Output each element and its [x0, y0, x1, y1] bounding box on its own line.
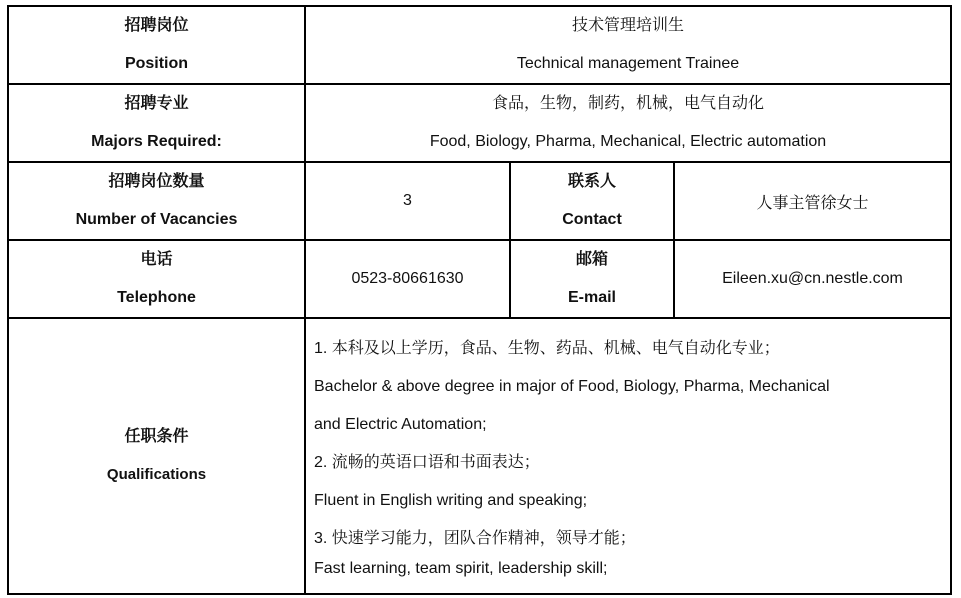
telephone-label-cell [8, 240, 305, 318]
majors-value-cell [305, 84, 951, 162]
telephone-label-cn: 电话 [140, 251, 173, 268]
contact-label-en: Contact [562, 211, 622, 228]
contact-label-cn: 联系人 [567, 173, 616, 190]
qualifications-label-cell [8, 318, 305, 594]
qualifications-list [305, 318, 951, 594]
qualifications-label-cn: 任职条件 [124, 428, 189, 445]
qualification-line: 2. 流畅的英语口语和书面表达； [314, 454, 540, 471]
job-posting-table [7, 5, 952, 595]
vacancies-value: 3 [305, 162, 510, 240]
email-value: Eileen.xu@cn.nestle.com [674, 240, 951, 318]
qualification-line: Fast learning, team spirit, leadership skill; [314, 560, 608, 577]
email-label-en: E-mail [567, 289, 616, 306]
email-label-cell [510, 240, 674, 318]
contact-label-cell [510, 162, 674, 240]
majors-value-cn: 食品，生物，制药，机械，电气自动化 [492, 95, 765, 112]
vacancies-label-cell [8, 162, 305, 240]
position-value-cell [305, 6, 951, 84]
contact-value: 人事主管徐女士 [674, 162, 951, 240]
vacancies-label-en: Number of Vacancies [75, 211, 238, 228]
telephone-label-en: Telephone [117, 289, 196, 306]
row-telephone-email [8, 240, 951, 318]
majors-label-en: Majors Required: [91, 133, 222, 150]
qualification-line: and Electric Automation; [314, 416, 487, 433]
majors-value-en: Food, Biology, Pharma, Mechanical, Electric automation [429, 133, 827, 150]
qualification-line: Fluent in English writing and speaking; [314, 492, 588, 509]
row-vacancies-contact [8, 162, 951, 240]
qualifications-label-en: Qualifications [106, 466, 207, 483]
qualification-line: Bachelor & above degree in major of Food, Biology, Pharma, Mechanical [314, 378, 830, 395]
position-label-cell [8, 6, 305, 84]
position-label-cn: 招聘岗位 [124, 17, 189, 34]
position-label-en: Position [124, 55, 189, 72]
position-value-en: Technical management Trainee [516, 55, 740, 72]
row-majors [8, 84, 951, 162]
position-value-cn: 技术管理培训生 [572, 17, 685, 34]
majors-label-cn: 招聘专业 [124, 95, 189, 112]
row-position [8, 6, 951, 84]
vacancies-label-cn: 招聘岗位数量 [108, 173, 205, 190]
telephone-value: 0523-80661630 [305, 240, 510, 318]
majors-label-cell [8, 84, 305, 162]
qualification-line: 1. 本科及以上学历，食品、生物、药品、机械、电气自动化专业； [314, 340, 780, 357]
row-qualifications [8, 318, 951, 594]
qualification-line: 3. 快速学习能力，团队合作精神，领导才能； [314, 530, 636, 547]
email-label-cn: 邮箱 [575, 251, 608, 268]
